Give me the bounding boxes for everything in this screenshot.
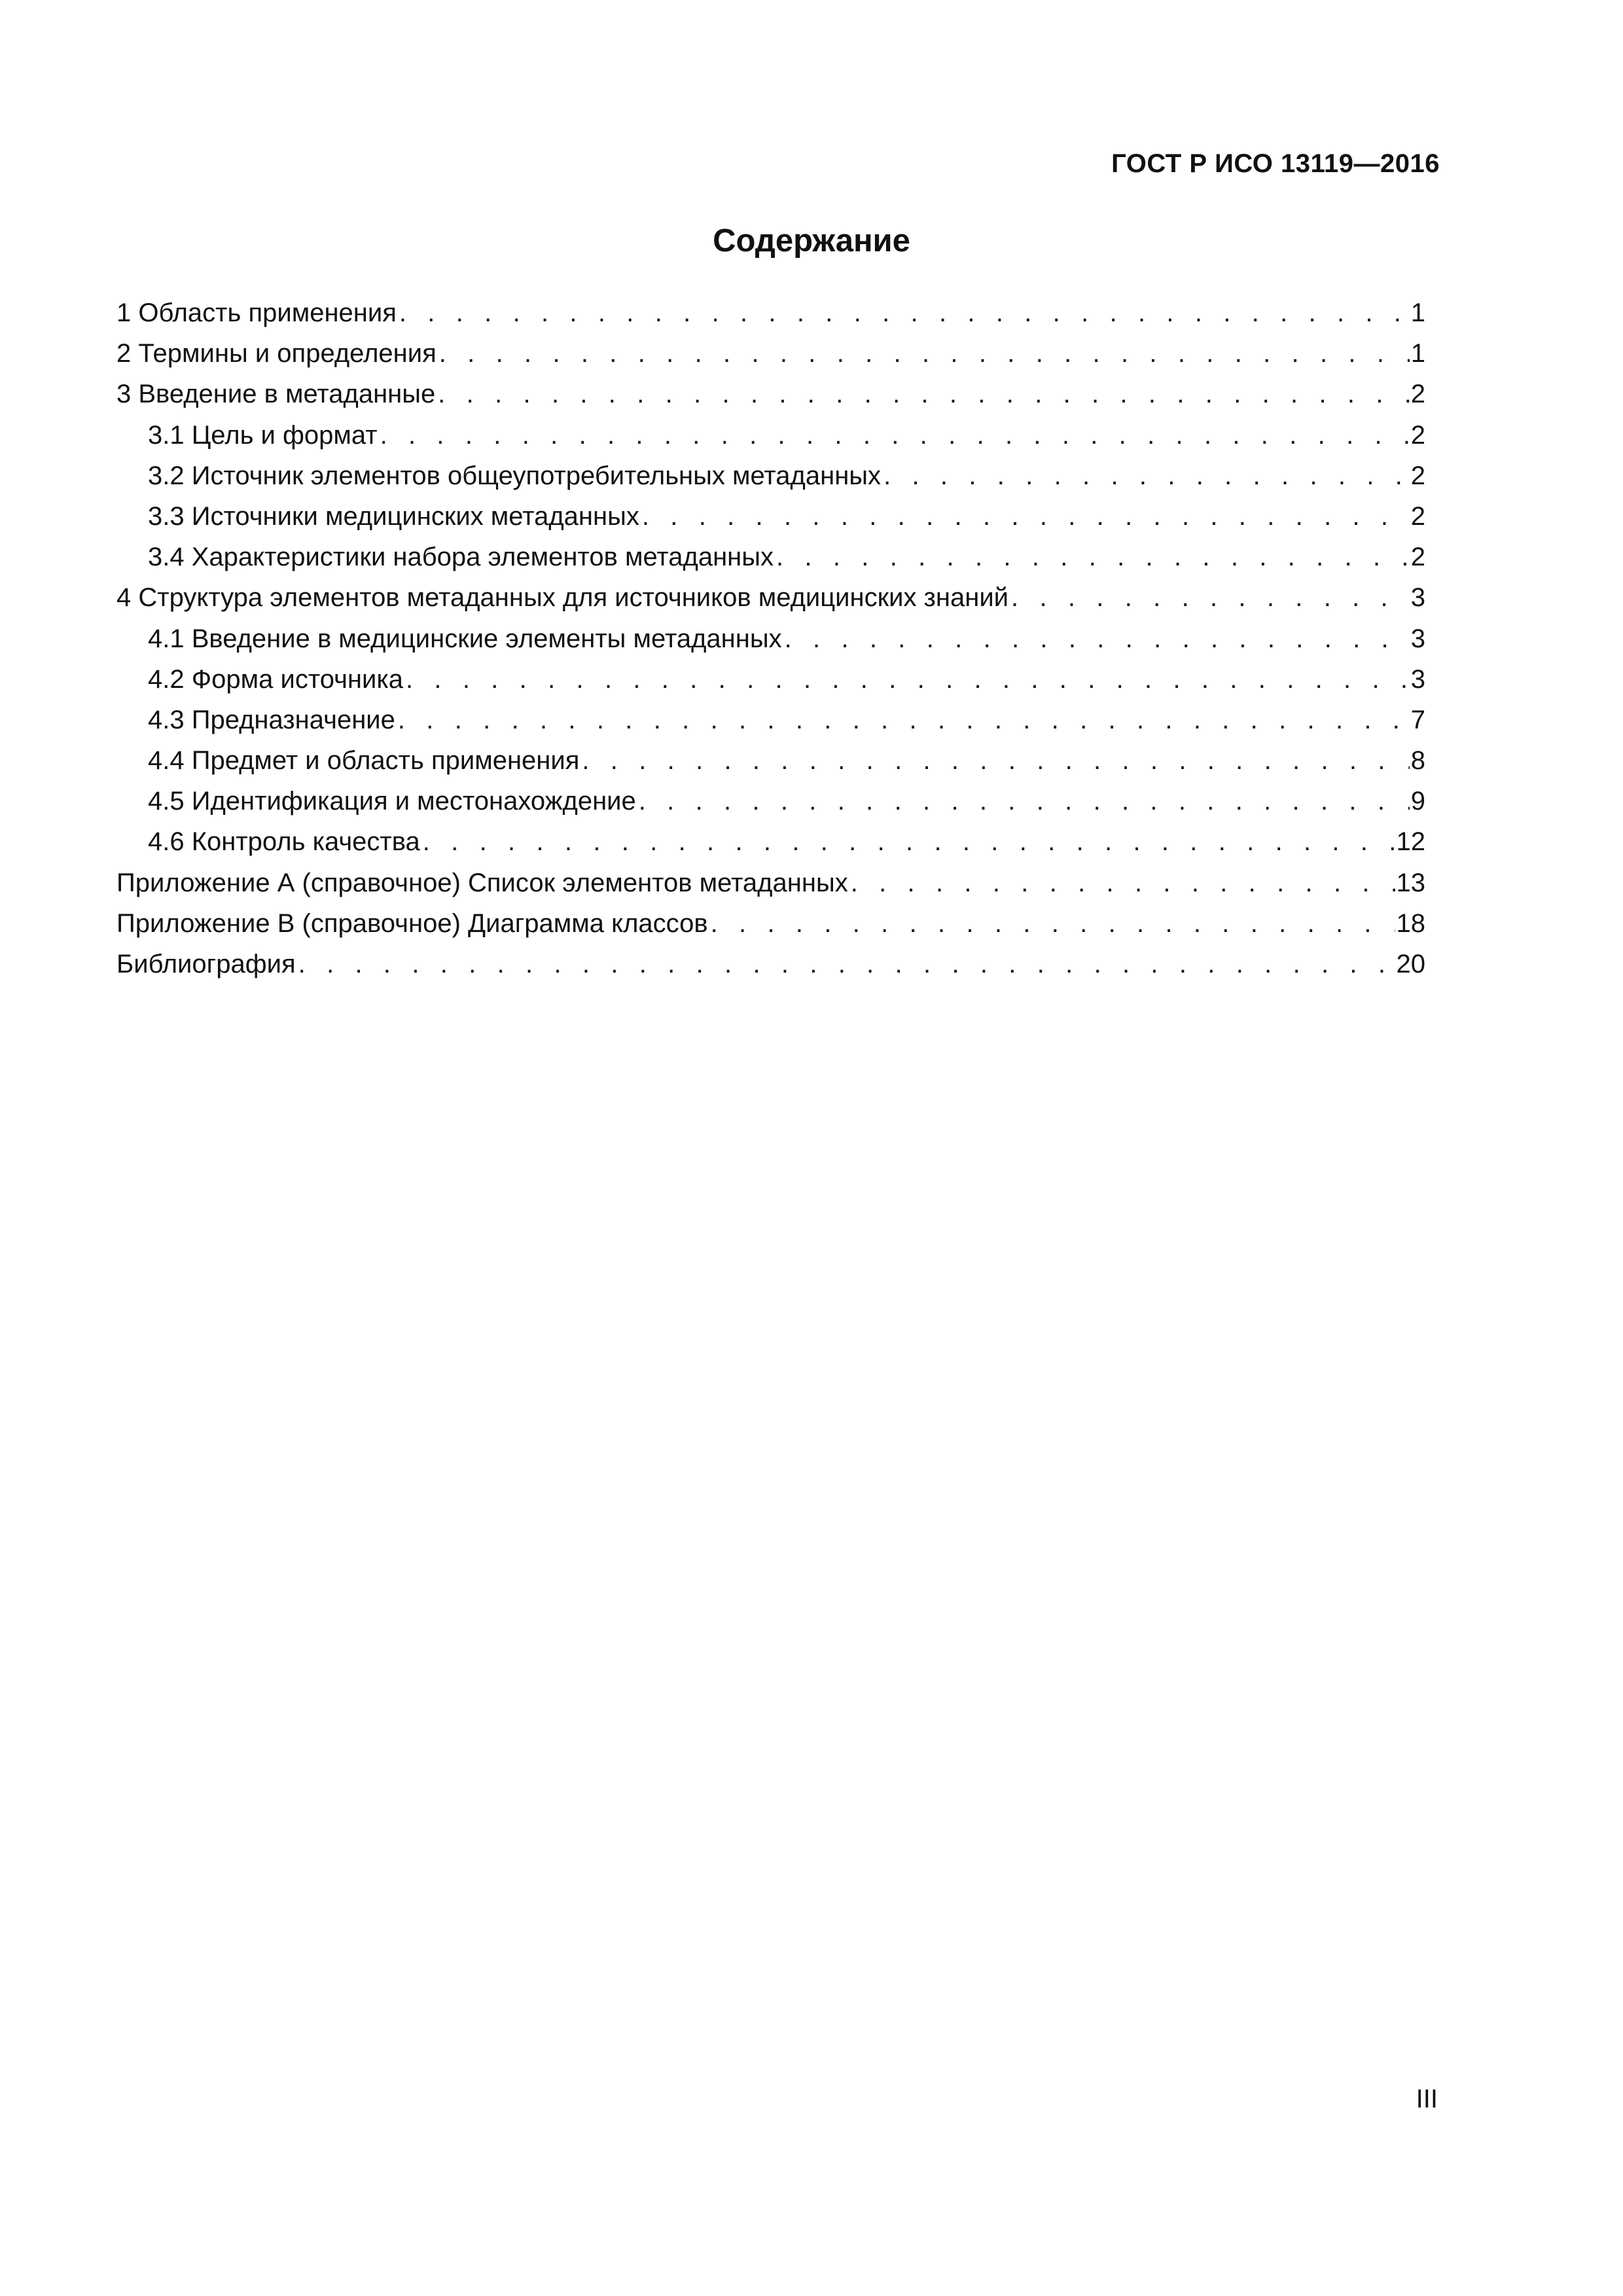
toc-dot-leader (639, 781, 1410, 821)
table-of-contents (116, 293, 1425, 984)
toc-entry[interactable] (116, 496, 1425, 537)
toc-entry-page: 13 (1396, 868, 1425, 897)
toc-dot-leader (438, 374, 1410, 414)
toc-entry[interactable] (116, 863, 1425, 903)
toc-entry-page: 2 (1410, 420, 1425, 450)
toc-entry-page: 1 (1410, 339, 1425, 368)
toc-dot-leader (439, 333, 1410, 374)
toc-entry-page: 1 (1410, 298, 1425, 327)
document-standard-id: ГОСТ Р ИСО 13119—2016 (1111, 149, 1440, 178)
toc-entry-label: 4.4 Предмет и область применения (148, 746, 580, 776)
toc-title: Содержание (713, 223, 910, 259)
toc-dot-leader (380, 415, 1410, 456)
toc-entry-page: 2 (1410, 461, 1425, 490)
toc-entry-page: 20 (1396, 950, 1425, 978)
toc-entry[interactable] (116, 700, 1425, 740)
toc-entry-label: 4.5 Идентификация и местонахождение (148, 787, 636, 816)
toc-entry[interactable] (116, 781, 1425, 821)
toc-dot-leader (785, 619, 1410, 659)
toc-dot-leader (582, 740, 1409, 781)
toc-entry-label: Библиография (116, 950, 296, 978)
toc-entry-page: 9 (1410, 787, 1425, 816)
toc-entry-page: 7 (1410, 705, 1425, 734)
toc-entry-label: 1 Область применения (116, 298, 397, 327)
toc-dot-leader (399, 293, 1410, 333)
toc-entry[interactable] (116, 415, 1425, 456)
toc-entry[interactable] (116, 374, 1425, 414)
toc-dot-leader (406, 659, 1410, 700)
toc-dot-leader (298, 944, 1395, 984)
toc-entry[interactable] (116, 456, 1425, 496)
toc-entry-page: 2 (1410, 501, 1425, 531)
toc-entry-page: 3 (1410, 583, 1425, 613)
toc-entry-label: 4.3 Предназначение (148, 705, 395, 734)
toc-entry-label: 3.2 Источник элементов общеупотребительных метаданных (148, 461, 882, 490)
toc-dot-leader (851, 863, 1395, 903)
toc-entry-label: 4 Структура элементов метаданных для источников медицинских знаний (116, 583, 1009, 613)
toc-entry-label: Приложение А (справочное) Список элементов метаданных (116, 868, 848, 897)
toc-dot-leader (883, 456, 1410, 496)
toc-entry[interactable] (116, 944, 1425, 984)
toc-entry[interactable] (116, 659, 1425, 700)
toc-entry-label: 3.4 Характеристики набора элементов метаданных (148, 543, 774, 572)
toc-entry[interactable] (116, 293, 1425, 333)
toc-entry[interactable] (116, 903, 1425, 944)
toc-dot-leader (776, 537, 1410, 577)
toc-entry[interactable] (116, 821, 1425, 862)
toc-entry[interactable] (116, 740, 1425, 781)
page-number: III (1416, 2085, 1438, 2113)
toc-dot-leader (642, 496, 1410, 537)
toc-entry-label: 2 Термины и определения (116, 339, 437, 368)
toc-dot-leader (711, 903, 1395, 944)
toc-entry-label: 3.1 Цель и формат (148, 420, 378, 450)
toc-entry-label: 4.1 Введение в медицинские элементы метаданных (148, 624, 782, 653)
toc-entry-label: 3.3 Источники медицинских метаданных (148, 501, 639, 531)
toc-entry-label: 4.2 Форма источника (148, 664, 403, 694)
toc-entry-page: 2 (1410, 543, 1425, 572)
toc-entry[interactable] (116, 619, 1425, 659)
toc-entry-page: 3 (1410, 664, 1425, 694)
toc-entry-label: Приложение В (справочное) Диаграмма классов (116, 908, 708, 938)
toc-dot-leader (398, 700, 1410, 740)
toc-dot-leader (423, 821, 1395, 862)
toc-entry-label: 3 Введение в метаданные (116, 380, 436, 409)
toc-entry[interactable] (116, 537, 1425, 577)
toc-entry-label: 4.6 Контроль качества (148, 827, 420, 857)
toc-entry-page: 12 (1396, 827, 1425, 857)
toc-entry-page: 18 (1396, 908, 1425, 938)
toc-dot-leader (1011, 577, 1410, 618)
toc-entry[interactable] (116, 577, 1425, 618)
toc-entry-page: 2 (1410, 380, 1425, 409)
toc-entry-page: 3 (1410, 624, 1425, 653)
toc-entry[interactable] (116, 333, 1425, 374)
toc-entry-page: 8 (1410, 746, 1425, 776)
